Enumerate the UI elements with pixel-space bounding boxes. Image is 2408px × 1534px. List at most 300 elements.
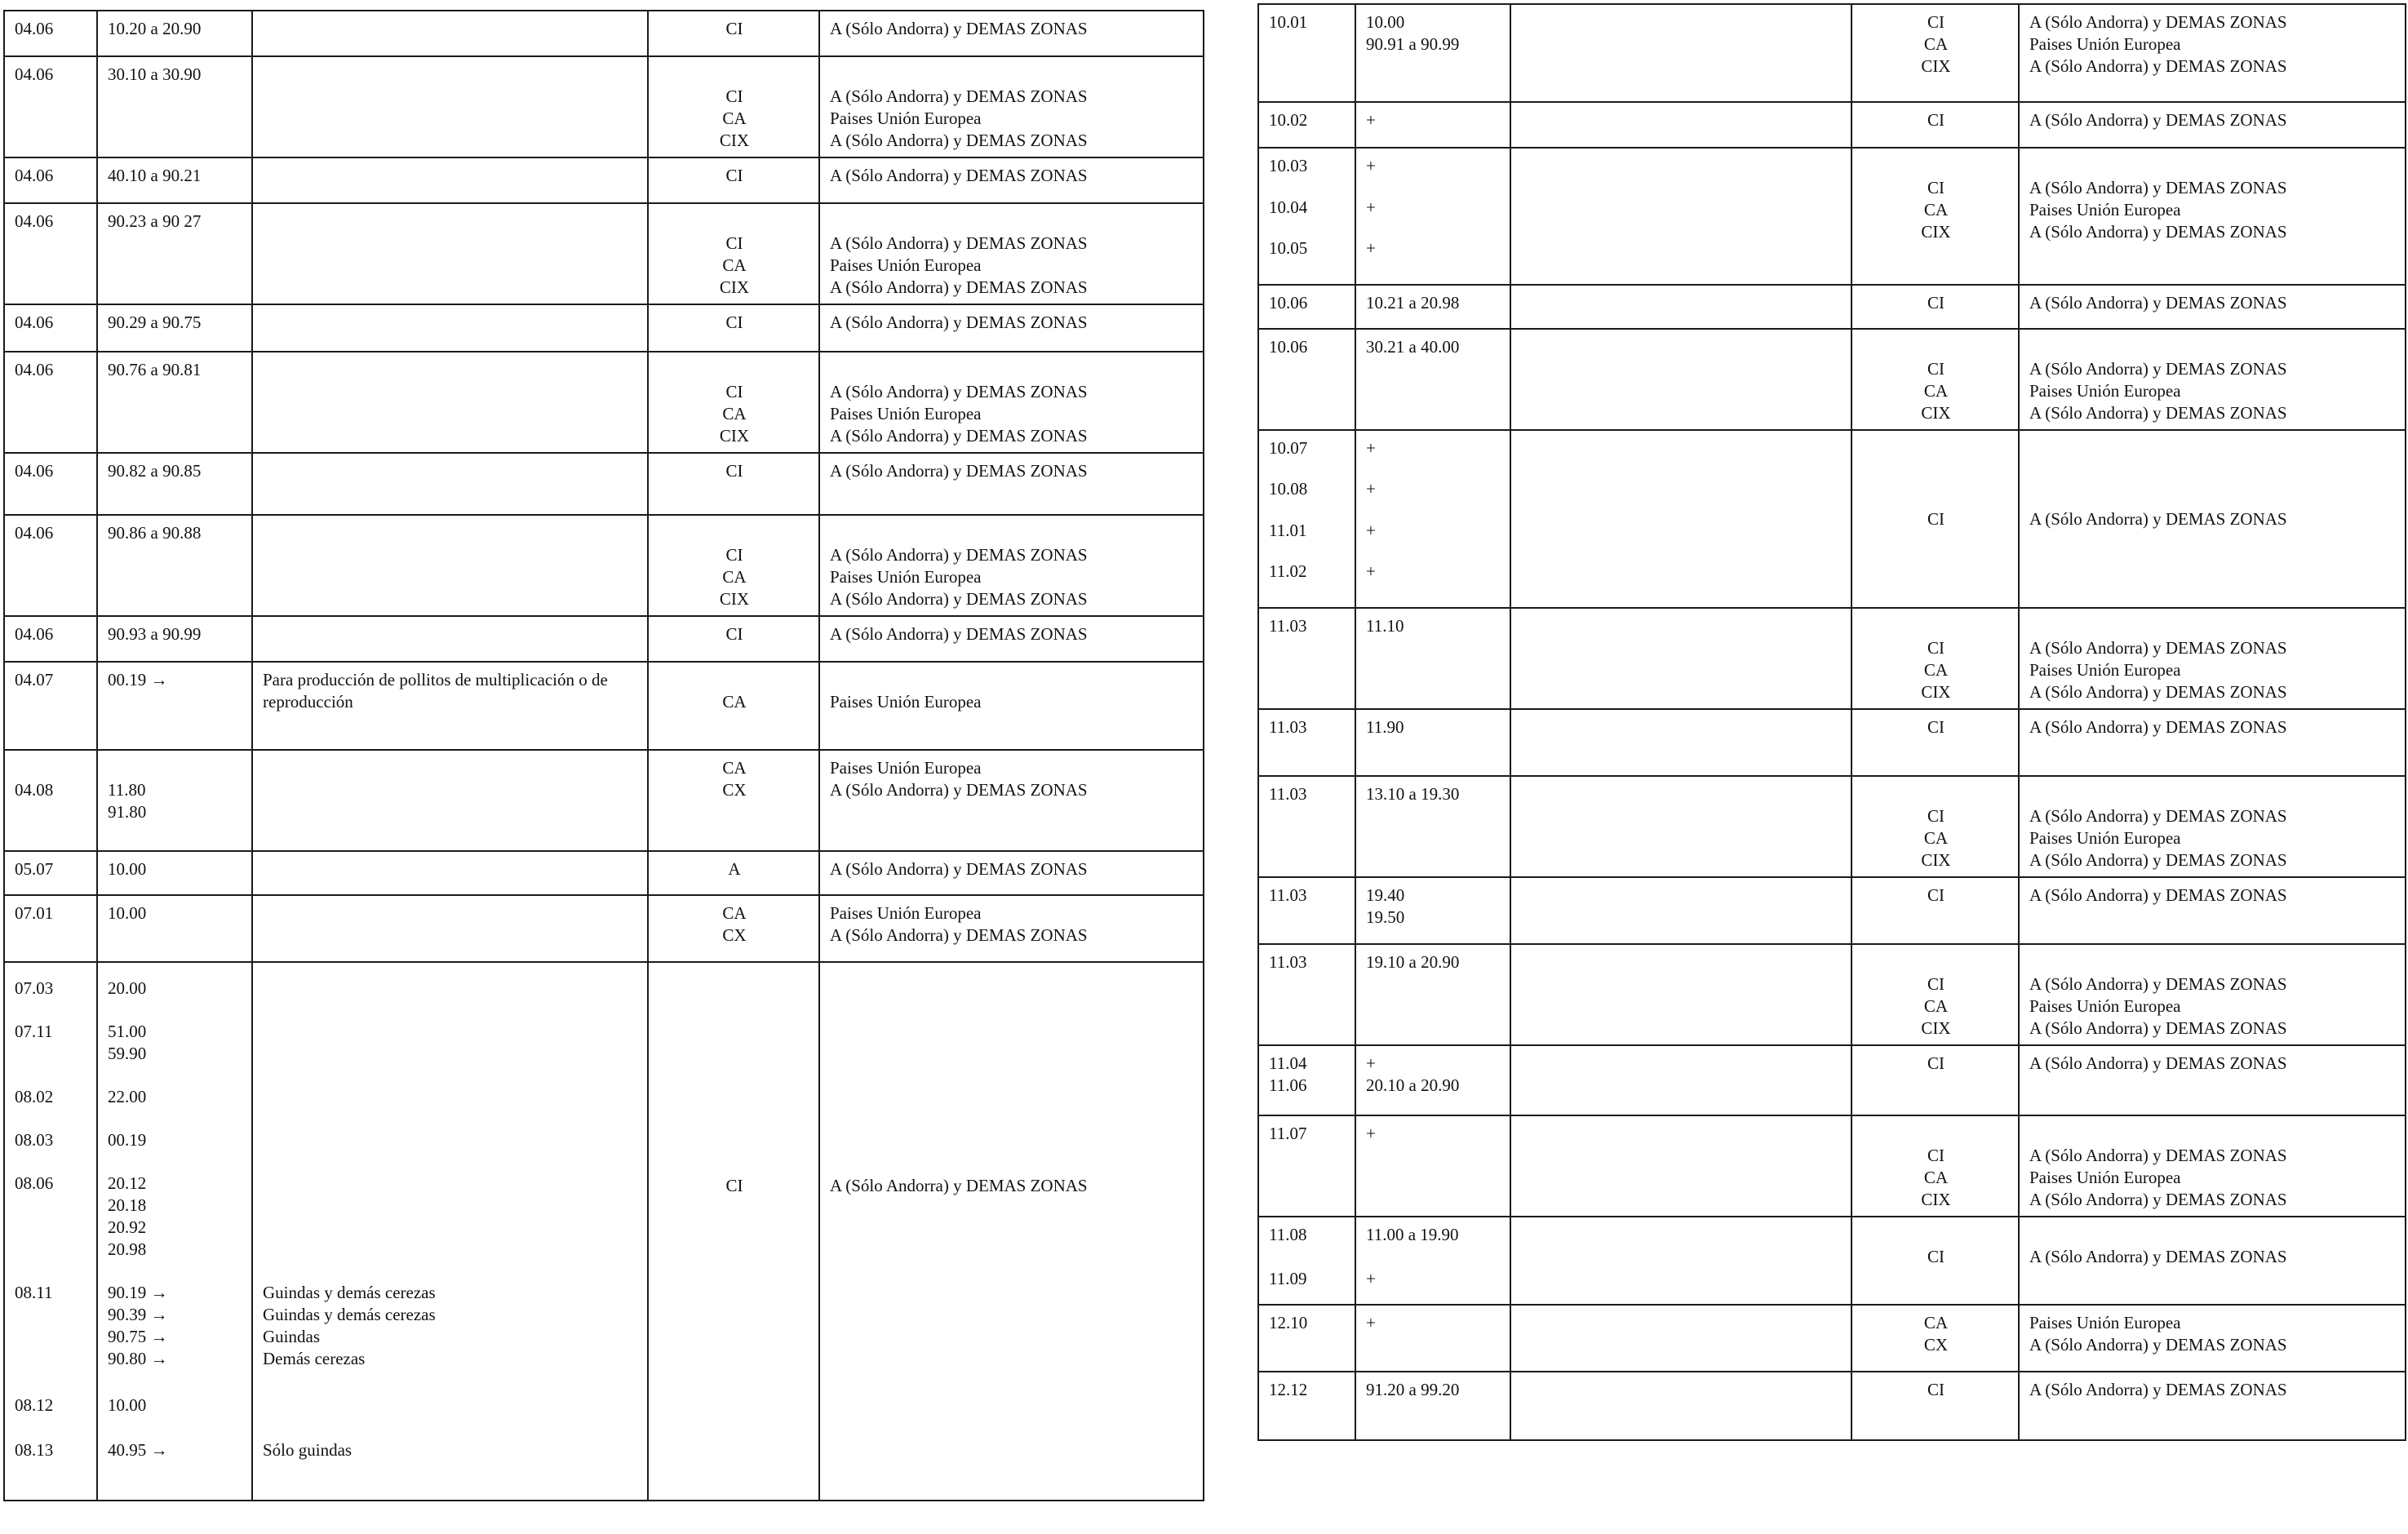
subheading-code: 90.23 a 90 27: [108, 211, 202, 231]
subheading-code: 30.21 a 40.00: [1366, 336, 1460, 357]
control-cell: [648, 662, 819, 750]
right-tariff-table: [1257, 3, 2406, 1441]
chapter-code: 10.01: [1269, 12, 1308, 32]
left-tariff-table: [3, 10, 1204, 1501]
table-row: [4, 453, 1204, 515]
table-row: [1258, 1305, 2406, 1372]
subheading-code: 10.00: [108, 1395, 147, 1415]
subheading-cell: [1355, 709, 1510, 776]
description-cell: [1510, 1372, 1851, 1440]
description-cell: [1510, 430, 1851, 608]
subheading-code: 19.50: [1366, 907, 1405, 927]
zone-cell: [2019, 1115, 2406, 1217]
chapter-cell: [4, 304, 97, 352]
zone-cell: [819, 453, 1204, 515]
table-row: [1258, 709, 2406, 776]
chapter-code: 10.06: [1269, 292, 1308, 313]
control-code: [1862, 336, 2010, 358]
chapter-cell: [1258, 1305, 1355, 1372]
description-cell: [1510, 776, 1851, 877]
description-cell: [252, 11, 648, 56]
control-cell: [1851, 709, 2019, 776]
control-code: [1862, 783, 2010, 805]
subheading-cell: [1355, 102, 1510, 148]
chapter-cell: [4, 851, 97, 895]
chapter-code: 11.03: [1269, 951, 1307, 972]
chapter-cell: [1258, 285, 1355, 329]
zone-text: [830, 359, 1195, 381]
zone-text: [2029, 336, 2397, 358]
chapter-code: 10.07: [1269, 437, 1308, 458]
chapter-code: 12.10: [1269, 1312, 1308, 1332]
chapter-cell: [4, 11, 97, 56]
control-code: CA: [1923, 995, 1949, 1016]
zone-text: [2029, 1224, 2397, 1246]
chapter-code: 08.13: [15, 1440, 54, 1460]
zone-text: [2029, 1123, 2397, 1145]
chapter-code: 08.03: [15, 1130, 54, 1150]
description-cell: [252, 895, 648, 962]
subheading-code: 91.80: [108, 802, 147, 822]
control-code: CI: [1927, 973, 1945, 994]
control-cell: [648, 11, 819, 56]
subheading-code: 51.00: [108, 1022, 147, 1041]
chapter-code: 11.02: [1269, 561, 1307, 582]
table-row: [4, 895, 1204, 962]
zone-cell: [819, 662, 1204, 750]
control-code: CI: [1927, 178, 1945, 197]
zone-text: A (Sólo Andorra) y DEMAS ZONAS: [830, 277, 1088, 297]
subheading-code: 91.20 a 99.20: [1366, 1379, 1460, 1399]
control-cell: [648, 515, 819, 616]
subheading-cell: [1355, 1115, 1510, 1217]
description-cell: [1510, 608, 1851, 709]
control-code: CI: [1927, 637, 1945, 658]
subheading-cell: [97, 352, 252, 453]
subheading-code: 59.90: [108, 1044, 147, 1063]
description-cell: [1510, 877, 1851, 944]
control-code: CIX: [1921, 1189, 1951, 1209]
control-cell: [1851, 1372, 2019, 1440]
zone-text: A (Sólo Andorra) y DEMAS ZONAS: [830, 461, 1088, 481]
zone-text: A (Sólo Andorra) y DEMAS ZONAS: [2029, 884, 2287, 905]
control-code: CI: [725, 86, 743, 106]
zone-text: A (Sólo Andorra) y DEMAS ZONAS: [2029, 1189, 2287, 1209]
control-cell: [1851, 1045, 2019, 1115]
subheading-code: 20.00: [108, 978, 147, 998]
zone-text: Paises Unión Europea: [830, 255, 982, 275]
chapter-cell: [4, 962, 97, 1501]
table-row: [4, 157, 1204, 203]
zone-cell: [819, 203, 1204, 304]
zone-text: A (Sólo Andorra) y DEMAS ZONAS: [2029, 1053, 2287, 1073]
zone-text: Paises Unión Europea: [830, 758, 982, 778]
control-cell: [1851, 102, 2019, 148]
zone-text: A (Sólo Andorra) y DEMAS ZONAS: [2029, 1334, 2287, 1354]
table-row: [1258, 1045, 2406, 1115]
table-row: [1258, 148, 2406, 285]
chapter-cell: [1258, 329, 1355, 430]
table-row: [4, 352, 1204, 453]
zone-cell: [2019, 776, 2406, 877]
control-code: CI: [1927, 12, 1945, 32]
control-code: CX: [722, 925, 747, 945]
chapter-code: 04.07: [15, 670, 54, 689]
table-row: [1258, 4, 2406, 102]
control-code: CI: [725, 545, 743, 565]
control-code: CI: [725, 233, 743, 253]
control-code: CIX: [1921, 681, 1951, 702]
description-text: Guindas: [263, 1327, 320, 1346]
control-code: CIX: [719, 589, 750, 609]
subheading-cell: [97, 157, 252, 203]
chapter-code: 10.02: [1269, 110, 1308, 130]
control-code: CI: [1927, 110, 1945, 130]
chapter-cell: [1258, 776, 1355, 877]
chapter-cell: [1258, 1045, 1355, 1115]
zone-text: A (Sólo Andorra) y DEMAS ZONAS: [2029, 12, 2287, 32]
zone-cell: [2019, 1305, 2406, 1372]
control-cell: [1851, 877, 2019, 944]
zone-cell: [819, 895, 1204, 962]
chapter-cell: [1258, 148, 1355, 285]
zone-text: A (Sólo Andorra) y DEMAS ZONAS: [2029, 1379, 2287, 1399]
description-cell: [1510, 1115, 1851, 1217]
description-cell: [252, 304, 648, 352]
control-code: CIX: [719, 131, 750, 150]
subheading-code: 40.10 a 90.21: [108, 166, 202, 185]
subheading-code: +: [1366, 437, 1376, 458]
subheading-code: [108, 757, 243, 779]
zone-cell: [819, 352, 1204, 453]
zone-text: A (Sólo Andorra) y DEMAS ZONAS: [2029, 110, 2287, 130]
table-row: [1258, 430, 2406, 608]
subheading-cell: [1355, 877, 1510, 944]
zone-cell: [819, 157, 1204, 203]
zone-text: A (Sólo Andorra) y DEMAS ZONAS: [2029, 849, 2287, 870]
control-code: CI: [1927, 1053, 1945, 1073]
control-code: [659, 211, 810, 233]
control-code: CIX: [719, 277, 750, 297]
zone-text: A (Sólo Andorra) y DEMAS ZONAS: [830, 1176, 1088, 1195]
description-cell: [252, 750, 648, 851]
zone-text: A (Sólo Andorra) y DEMAS ZONAS: [2029, 509, 2287, 530]
zone-text: A (Sólo Andorra) y DEMAS ZONAS: [2029, 358, 2287, 379]
subheading-cell: [97, 662, 252, 750]
subheading-code: 20.10 a 20.90: [1366, 1075, 1460, 1095]
control-code: [1862, 155, 2010, 177]
subheading-code: +: [1366, 238, 1376, 259]
chapter-code: 11.08: [1269, 1224, 1307, 1244]
description-cell: [252, 203, 648, 304]
table-row: [1258, 944, 2406, 1045]
zone-text: A (Sólo Andorra) y DEMAS ZONAS: [830, 166, 1088, 185]
subheading-cell: [97, 895, 252, 962]
subheading-code: 20.98: [108, 1239, 147, 1259]
subheading-code: 00.19: [108, 1130, 147, 1150]
subheading-code: 20.92: [108, 1217, 147, 1237]
chapter-code: 10.08: [1269, 479, 1308, 499]
table-row: [4, 616, 1204, 662]
control-cell: [1851, 148, 2019, 285]
table-row: [1258, 776, 2406, 877]
chapter-cell: [1258, 944, 1355, 1045]
description-text: Para producción de pollitos de multiplicación o de: [263, 670, 608, 689]
control-cell: [648, 750, 819, 851]
zone-text: A (Sólo Andorra) y DEMAS ZONAS: [2029, 681, 2287, 702]
subheading-code: 11.00 a 19.90: [1366, 1224, 1459, 1244]
description-cell: [1510, 1217, 1851, 1305]
zone-text: A (Sólo Andorra) y DEMAS ZONAS: [2029, 292, 2287, 313]
zone-text: Paises Unión Europea: [2029, 1167, 2181, 1187]
zone-text: Paises Unión Europea: [830, 692, 982, 712]
description-cell: [1510, 285, 1851, 329]
description-cell: [252, 56, 648, 157]
subheading-code: +: [1366, 479, 1376, 499]
control-code: [659, 359, 810, 381]
chapter-code: 05.07: [15, 859, 54, 879]
subheading-cell: [97, 56, 252, 157]
subheading-cell: [1355, 776, 1510, 877]
chapter-cell: [1258, 608, 1355, 709]
zone-text: [830, 522, 1195, 544]
chapter-code: 11.04: [1269, 1053, 1307, 1073]
subheading-code: 19.40: [1366, 884, 1405, 905]
control-cell: [648, 962, 819, 1501]
chapter-code: 11.03: [1269, 615, 1307, 636]
chapter-cell: [4, 352, 97, 453]
chapter-cell: [4, 56, 97, 157]
subheading-code: 11.10: [1366, 615, 1404, 636]
subheading-cell: [1355, 1045, 1510, 1115]
description-cell: [1510, 1305, 1851, 1372]
control-cell: [1851, 776, 2019, 877]
control-code: [659, 669, 810, 691]
zone-text: A (Sólo Andorra) y DEMAS ZONAS: [830, 925, 1088, 945]
description-cell: [1510, 329, 1851, 430]
subheading-code: 19.10 a 20.90: [1366, 951, 1460, 972]
control-cell: [648, 453, 819, 515]
zone-text: A (Sólo Andorra) y DEMAS ZONAS: [830, 313, 1088, 332]
description-text: Guindas y demás cerezas: [263, 1283, 436, 1302]
zone-text: [2029, 155, 2397, 177]
zone-text: A (Sólo Andorra) y DEMAS ZONAS: [830, 86, 1088, 106]
table-row: [1258, 877, 2406, 944]
table-row: [1258, 285, 2406, 329]
subheading-code: 00.19 →: [108, 670, 168, 689]
control-code: CA: [722, 255, 747, 275]
chapter-code: 11.03: [1269, 716, 1307, 737]
control-code: CI: [725, 1176, 743, 1195]
control-code: CA: [1923, 659, 1949, 680]
subheading-cell: [97, 11, 252, 56]
control-code: A: [728, 859, 741, 879]
table-row: [1258, 102, 2406, 148]
zone-text: [830, 211, 1195, 233]
description-cell: [1510, 102, 1851, 148]
subheading-code: 11.80: [108, 780, 146, 800]
control-cell: [648, 616, 819, 662]
table-row: [4, 962, 1204, 1501]
control-code: CI: [1927, 509, 1945, 530]
description-text: reproducción: [263, 692, 353, 712]
chapter-cell: [4, 750, 97, 851]
zone-cell: [819, 851, 1204, 895]
description-cell: [252, 515, 648, 616]
zone-text: A (Sólo Andorra) y DEMAS ZONAS: [830, 382, 1088, 401]
control-code: CI: [1927, 292, 1945, 313]
zone-cell: [2019, 329, 2406, 430]
subheading-code: 90.82 a 90.85: [108, 461, 202, 481]
control-code: CA: [1923, 827, 1949, 848]
zone-text: A (Sólo Andorra) y DEMAS ZONAS: [2029, 973, 2287, 994]
control-code: CI: [725, 624, 743, 644]
zone-text: A (Sólo Andorra) y DEMAS ZONAS: [830, 780, 1088, 800]
subheading-cell: [97, 515, 252, 616]
control-code: CI: [1927, 358, 1945, 379]
subheading-code: 90.39 →: [108, 1305, 168, 1324]
chapter-code: 04.06: [15, 64, 54, 84]
subheading-cell: [97, 750, 252, 851]
chapter-code: 11.07: [1269, 1123, 1307, 1143]
chapter-cell: [1258, 1217, 1355, 1305]
zone-text: Paises Unión Europea: [2029, 1312, 2181, 1332]
chapter-cell: [4, 203, 97, 304]
chapter-code: 04.06: [15, 166, 54, 185]
zone-cell: [2019, 285, 2406, 329]
control-cell: [1851, 285, 2019, 329]
control-cell: [648, 157, 819, 203]
description-cell: [1510, 709, 1851, 776]
chapter-code: 11.01: [1269, 520, 1307, 540]
subheading-code: 13.10 a 19.30: [1366, 783, 1460, 804]
zone-text: A (Sólo Andorra) y DEMAS ZONAS: [830, 859, 1088, 879]
chapter-code: 04.06: [15, 360, 54, 379]
chapter-code: 08.12: [15, 1395, 54, 1415]
control-code: CA: [1923, 34, 1949, 54]
table-row: [4, 304, 1204, 352]
subheading-code: [1366, 1246, 1501, 1268]
zone-cell: [819, 304, 1204, 352]
zone-text: A (Sólo Andorra) y DEMAS ZONAS: [830, 131, 1088, 150]
control-code: [659, 522, 810, 544]
table-row: [4, 851, 1204, 895]
zone-text: A (Sólo Andorra) y DEMAS ZONAS: [2029, 1246, 2287, 1266]
zone-text: Paises Unión Europea: [830, 109, 982, 128]
subheading-code: 30.10 a 30.90: [108, 64, 202, 84]
control-cell: [648, 203, 819, 304]
control-code: [1862, 951, 2010, 973]
control-code: CI: [725, 166, 743, 185]
chapter-cell: [1258, 430, 1355, 608]
subheading-code: 11.90: [1366, 716, 1404, 737]
subheading-code: 10.00: [108, 859, 147, 879]
chapter-code: 11.03: [1269, 884, 1307, 905]
zone-text: [2029, 951, 2397, 973]
table-row: [1258, 608, 2406, 709]
zone-text: A (Sólo Andorra) y DEMAS ZONAS: [2029, 716, 2287, 737]
control-code: CIX: [1921, 849, 1951, 870]
control-cell: [648, 851, 819, 895]
zone-text: A (Sólo Andorra) y DEMAS ZONAS: [2029, 402, 2287, 423]
control-code: CA: [722, 758, 747, 778]
control-code: CA: [722, 692, 747, 712]
zone-cell: [819, 515, 1204, 616]
table-row: [4, 750, 1204, 851]
chapter-code: 10.03: [1269, 156, 1308, 175]
chapter-cell: [4, 515, 97, 616]
control-code: CI: [1927, 805, 1945, 826]
control-cell: [1851, 1217, 2019, 1305]
subheading-code: +: [1366, 1312, 1376, 1332]
chapter-code: 07.11: [15, 1022, 53, 1041]
zone-text: A (Sólo Andorra) y DEMAS ZONAS: [830, 589, 1088, 609]
chapter-cell: [1258, 709, 1355, 776]
chapter-code: 10.04: [1269, 197, 1308, 217]
zone-cell: [819, 616, 1204, 662]
chapter-code: 04.06: [15, 313, 54, 332]
zone-text: A (Sólo Andorra) y DEMAS ZONAS: [2029, 1017, 2287, 1038]
subheading-code: 40.95 →: [108, 1440, 168, 1460]
chapter-cell: [4, 616, 97, 662]
subheading-cell: [1355, 430, 1510, 608]
control-cell: [1851, 329, 2019, 430]
control-code: [1862, 615, 2010, 637]
zone-cell: [819, 750, 1204, 851]
zone-text: Paises Unión Europea: [2029, 827, 2181, 848]
zone-text: A (Sólo Andorra) y DEMAS ZONAS: [2029, 222, 2287, 242]
control-code: CX: [1923, 1334, 1949, 1354]
control-cell: [1851, 944, 2019, 1045]
zone-text: A (Sólo Andorra) y DEMAS ZONAS: [2029, 805, 2287, 826]
chapter-code: 04.06: [15, 211, 54, 231]
description-cell: [1510, 148, 1851, 285]
zone-text: Paises Unión Europea: [830, 567, 982, 587]
chapter-code: 10.06: [1269, 336, 1308, 357]
control-code: [1862, 1224, 2010, 1246]
chapter-cell: [4, 157, 97, 203]
zone-text: A (Sólo Andorra) y DEMAS ZONAS: [830, 545, 1088, 565]
chapter-code: 04.08: [15, 780, 54, 800]
control-code: CI: [1927, 884, 1945, 905]
table-row: [4, 515, 1204, 616]
chapter-code: 10.05: [1269, 238, 1308, 259]
description-text: Demás cerezas: [263, 1349, 366, 1368]
zone-text: A (Sólo Andorra) y DEMAS ZONAS: [830, 426, 1088, 446]
chapter-cell: [1258, 877, 1355, 944]
subheading-cell: [97, 616, 252, 662]
control-cell: [648, 352, 819, 453]
subheading-code: +: [1366, 156, 1376, 175]
description-cell: [1510, 4, 1851, 102]
zone-text: Paises Unión Europea: [830, 903, 982, 923]
subheading-code: +: [1366, 1268, 1376, 1288]
zone-text: A (Sólo Andorra) y DEMAS ZONAS: [2029, 56, 2287, 76]
control-code: CI: [1927, 1379, 1945, 1399]
control-cell: [1851, 1305, 2019, 1372]
chapter-code: 08.11: [15, 1283, 53, 1302]
zone-text: [2029, 615, 2397, 637]
zone-cell: [2019, 709, 2406, 776]
description-cell: [1510, 1045, 1851, 1115]
table-row: [1258, 1217, 2406, 1305]
subheading-cell: [1355, 148, 1510, 285]
subheading-code: +: [1366, 197, 1376, 217]
subheading-code: 20.12: [108, 1173, 147, 1193]
subheading-cell: [1355, 4, 1510, 102]
subheading-cell: [1355, 1305, 1510, 1372]
chapter-cell: [4, 895, 97, 962]
